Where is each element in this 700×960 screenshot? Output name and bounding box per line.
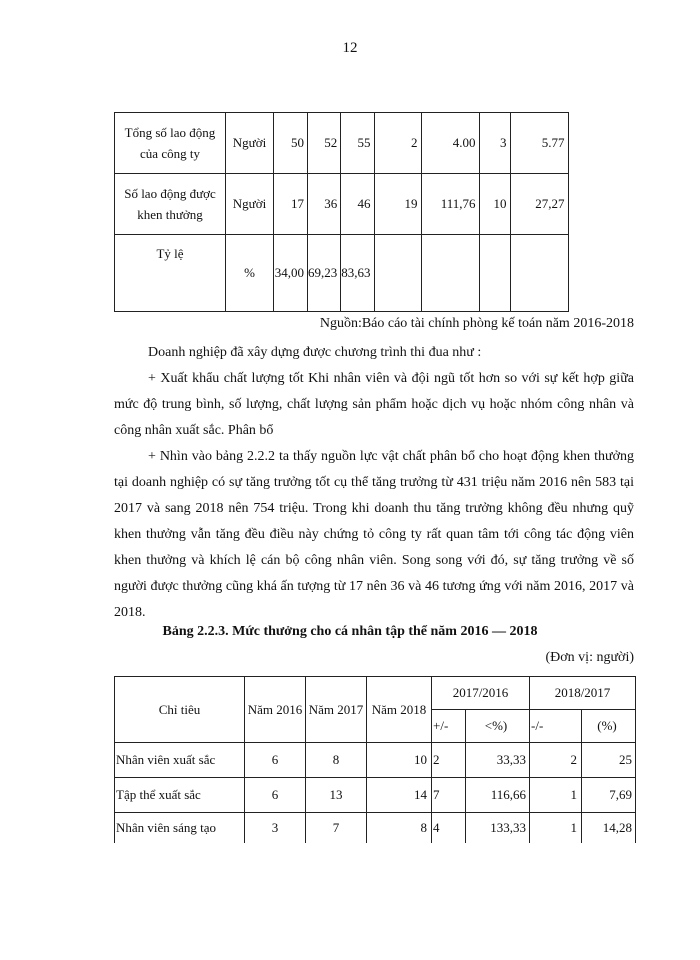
- cell: 3: [245, 813, 306, 844]
- row-label: Tổng số lao động của công ty: [115, 113, 226, 174]
- header-2018: Năm 2018: [367, 677, 432, 743]
- cell: 25: [582, 743, 636, 778]
- row-label: Tập thể xuất sắc: [115, 778, 245, 813]
- cell: 27,27: [510, 174, 568, 235]
- paragraph-analysis: + Nhìn vào bảng 2.2.2 ta thấy nguồn lực vật chất phân bổ cho hoạt động khen thưởng tại doanh nghiệp có sự tăng trưởng tốt cụ thể tăng trưởng từ 431 triệu năm 2016 nên 583 tại 2017 và sang 2018 nên 754 triệu. Trong khi doanh thu tăng trưởng không đều nhưng quỹ khen thưởng vẫn tăng đều điều này chứng tỏ công ty rất quan tâm tới công tác động viên khen thưởng và khích lệ cán bộ công nhân viên. Song song với đó, sự tăng trưởng về số người được thưởng cũng khá ấn tượng từ 17 nên 36 và 46 tương ứng với năm 2016, 2017 và 2018.: [114, 449, 634, 620]
- cell: 19: [374, 174, 421, 235]
- cell: 7: [306, 813, 367, 844]
- table-row: [115, 174, 569, 235]
- cell: [510, 235, 568, 312]
- cell: 14,28: [582, 813, 636, 844]
- header-row: [115, 677, 636, 710]
- row-unit: %: [226, 235, 274, 312]
- cell: 8: [367, 813, 432, 844]
- cell: 10: [367, 743, 432, 778]
- source-note: Nguồn:Báo cáo tài chính phòng kế toán năm 2016-2018: [319, 316, 634, 331]
- header-2017: Năm 2017: [306, 677, 367, 743]
- cell: 10: [479, 174, 510, 235]
- cell: 1: [530, 778, 582, 813]
- row-label: Số lao động được khen thưởng: [115, 174, 226, 235]
- unit-note: (Đơn vị: người): [545, 650, 634, 665]
- intro-paragraph: Doanh nghiệp đã xây dựng được chương trình thi đua như :: [148, 345, 482, 360]
- cell: 83,63: [341, 235, 374, 312]
- table-row: [115, 743, 636, 778]
- table-row: [115, 235, 569, 312]
- table-row: [115, 813, 636, 844]
- cell: 36: [308, 174, 341, 235]
- cell: 55: [341, 113, 374, 174]
- cell: [374, 235, 421, 312]
- cell: 50: [274, 113, 308, 174]
- cell: 6: [245, 743, 306, 778]
- cell: 133,33: [466, 813, 530, 844]
- cell: 52: [308, 113, 341, 174]
- table-row: [115, 113, 569, 174]
- labor-table: [114, 112, 569, 312]
- cell: 116,66: [466, 778, 530, 813]
- reward-table: [114, 676, 636, 843]
- row-unit: Người: [226, 174, 274, 235]
- cell: 8: [306, 743, 367, 778]
- paragraph-export: + Xuất khẩu chất lượng tốt Khi nhân viên và đội ngũ tốt hơn so với sự kết hợp giữa mức độ trung bình, số lượng, chất lượng sản phẩm hoặc dịch vụ hoặc nhóm công nhân và công nhân xuất sắc. Phân bổ: [114, 371, 634, 438]
- row-label: Tỷ lệ: [115, 235, 226, 312]
- cell: 2: [432, 743, 466, 778]
- cell: 4.00: [421, 113, 479, 174]
- cell: 46: [341, 174, 374, 235]
- header-diff-2: -/-: [530, 710, 582, 743]
- page-number: 12: [342, 40, 358, 56]
- cell: 69,23: [308, 235, 341, 312]
- cell: 111,76: [421, 174, 479, 235]
- header-criteria: Chỉ tiêu: [115, 677, 245, 743]
- cell: 1: [530, 813, 582, 844]
- row-label: Nhân viên sáng tạo: [115, 813, 245, 844]
- cell: 17: [274, 174, 308, 235]
- table-title: Bảng 2.2.3. Mức thưởng cho cá nhân tập thể năm 2016 — 2018: [162, 624, 538, 639]
- cell: 33,33: [466, 743, 530, 778]
- cell: 7: [432, 778, 466, 813]
- row-label: Nhân viên xuất sắc: [115, 743, 245, 778]
- table-row: [115, 778, 636, 813]
- cell: 34,00: [274, 235, 308, 312]
- cell: 13: [306, 778, 367, 813]
- cell: 4: [432, 813, 466, 844]
- cell: [421, 235, 479, 312]
- cell: 6: [245, 778, 306, 813]
- header-group-2018-2017: 2018/2017: [530, 677, 636, 710]
- cell: 3: [479, 113, 510, 174]
- header-diff-1: +/-: [432, 710, 466, 743]
- cell: 2: [374, 113, 421, 174]
- header-group-2017-2016: 2017/2016: [432, 677, 530, 710]
- header-2016: Năm 2016: [245, 677, 306, 743]
- cell: 5.77: [510, 113, 568, 174]
- header-percent-2: (%): [582, 710, 636, 743]
- cell: [479, 235, 510, 312]
- cell: 14: [367, 778, 432, 813]
- cell: 2: [530, 743, 582, 778]
- cell: 7,69: [582, 778, 636, 813]
- row-unit: Người: [226, 113, 274, 174]
- header-percent-1: <%): [466, 710, 530, 743]
